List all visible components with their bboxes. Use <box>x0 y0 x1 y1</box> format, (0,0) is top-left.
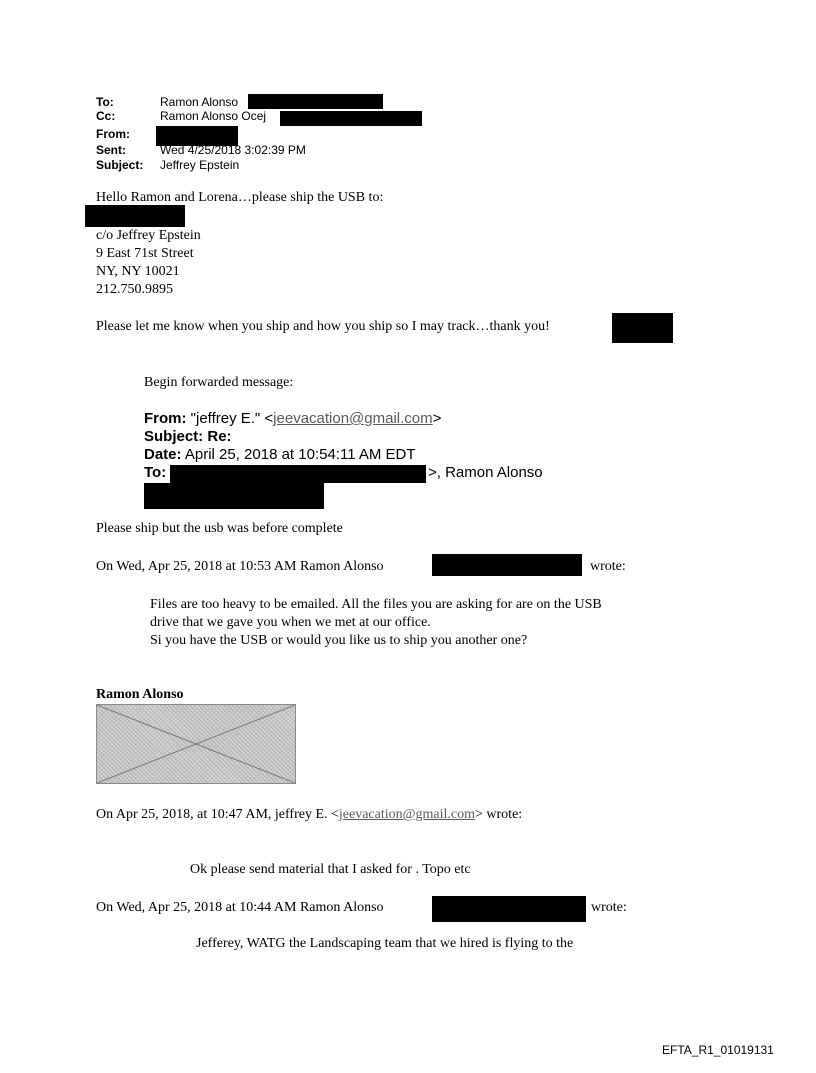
redaction-cc <box>280 111 422 126</box>
document-id: EFTA_R1_01019131 <box>662 1043 774 1057</box>
reply-text-1: Please ship but the usb was before complete <box>96 521 343 536</box>
forward-subject-label: Subject: <box>144 428 204 445</box>
on-line-3-suffix: wrote: <box>591 900 627 915</box>
forward-to-tail: >, Ramon Alonso <box>428 464 543 481</box>
redaction-on-3 <box>432 896 586 922</box>
forward-intro: Begin forwarded message: <box>144 375 294 390</box>
forward-to-row <box>144 464 166 481</box>
forward-from-email-link[interactable]: jeevacation@gmail.com <box>273 410 433 427</box>
broken-image-icon <box>97 705 295 783</box>
quote-text-3: Jefferey, WATG the Landscaping team that we hired is flying to the <box>196 936 574 951</box>
on-line-2-email-link[interactable]: jeevacation@gmail.com <box>338 807 476 822</box>
forward-date-label: Date: <box>144 446 182 463</box>
on-line-2-prefix: On Apr 25, 2018, at 10:47 AM, jeffrey E. < <box>96 807 339 822</box>
request-text: Please let me know when you ship and how you ship so I may track…thank you! <box>96 319 550 334</box>
redaction-forward-to-2 <box>144 483 324 509</box>
quote-line: Si you have the USB or would you like us to ship you another one? <box>150 633 528 648</box>
forward-from-label: From: <box>144 410 187 427</box>
forward-from-row <box>144 410 441 427</box>
to-label: To: <box>96 95 114 109</box>
greeting-text: Hello Ramon and Lorena…please ship the USB to: <box>96 190 384 205</box>
on-line-2 <box>96 806 522 824</box>
redaction-recipient <box>85 205 185 227</box>
header-to-row <box>96 95 238 109</box>
signature-name: Ramon Alonso <box>96 687 184 702</box>
address-block <box>96 227 201 299</box>
quote-text-2: Ok please send material that I asked for . Topo etc <box>190 862 471 877</box>
redaction-forward-to <box>170 465 426 483</box>
quote-line: drive that we gave you when we met at our office. <box>150 615 431 630</box>
forward-date-row <box>144 446 416 463</box>
redaction-signoff <box>612 313 673 343</box>
on-line-3: On Wed, Apr 25, 2018 at 10:44 AM Ramon Alonso <box>96 900 384 915</box>
on-line-1: On Wed, Apr 25, 2018 at 10:53 AM Ramon Alonso <box>96 559 384 574</box>
address-line: 212.750.9895 <box>96 282 173 297</box>
sent-value: Wed 4/25/2018 3:02:39 PM <box>160 143 306 157</box>
from-label: From: <box>96 127 130 141</box>
header-subject-row <box>96 158 239 172</box>
header-sent-row <box>96 143 306 157</box>
header-from-row <box>96 127 160 141</box>
forward-subject-row <box>144 428 232 445</box>
subject-label: Subject: <box>96 158 144 172</box>
quote-block-1 <box>150 596 602 650</box>
address-line: c/o Jeffrey Epstein <box>96 228 201 243</box>
cc-label: Cc: <box>96 109 116 123</box>
forward-to-label: To: <box>144 464 167 481</box>
redaction-to <box>248 94 383 109</box>
cc-value: Ramon Alonso Ocej <box>160 109 267 123</box>
address-line: 9 East 71st Street <box>96 246 194 261</box>
missing-image-placeholder <box>96 704 296 784</box>
on-line-2-suffix: > wrote: <box>475 807 523 822</box>
forward-from-close: > <box>432 410 442 427</box>
forward-subject-value: Re: <box>207 428 232 445</box>
address-line: NY, NY 10021 <box>96 264 180 279</box>
on-line-1-suffix: wrote: <box>590 559 626 574</box>
sent-label: Sent: <box>96 143 126 157</box>
forward-from-name: "jeffrey E." < <box>190 410 274 427</box>
subject-value: Jeffrey Epstein <box>160 158 240 172</box>
header-cc-row <box>96 109 266 123</box>
quote-line: Files are too heavy to be emailed. All the files you are asking for are on the USB <box>150 597 602 612</box>
forward-date-value: April 25, 2018 at 10:54:11 AM EDT <box>184 446 416 463</box>
to-value: Ramon Alonso <box>160 95 239 109</box>
redaction-on-1 <box>432 554 582 576</box>
